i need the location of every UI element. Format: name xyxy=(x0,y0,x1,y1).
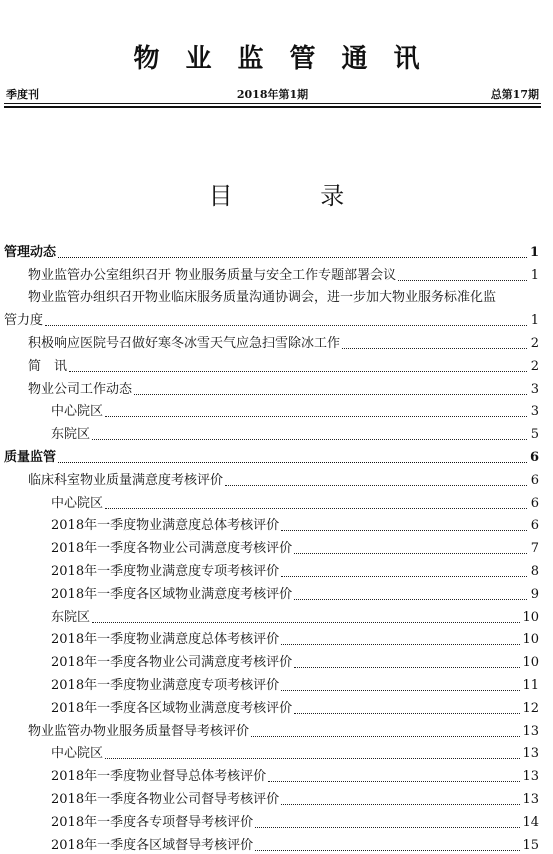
toc-page-number: 6 xyxy=(530,495,539,511)
toc-page-number: 13 xyxy=(522,746,539,762)
toc-subentry[interactable] xyxy=(0,420,553,443)
toc-subentry[interactable] xyxy=(0,580,553,603)
toc-entry-title: 2018年一季度物业满意度专项考核评价 xyxy=(51,677,280,693)
header-rule-bottom xyxy=(4,106,541,108)
toc-entry-title: 积极响应医院号召做好寒冬冰雪天气应急扫雪除冰工作 xyxy=(28,335,341,351)
toc-entry-title: 2018年一季度各物业公司满意度考核评价 xyxy=(51,655,293,671)
toc-entry[interactable] xyxy=(0,306,553,329)
dot-leader xyxy=(105,508,527,509)
toc-page-number: 5 xyxy=(530,427,539,443)
toc-subentry[interactable] xyxy=(0,694,553,717)
dot-leader xyxy=(69,371,527,372)
dot-leader xyxy=(294,713,520,714)
toc-entry-title: 2018年一季度各区域物业满意度考核评价 xyxy=(51,700,293,716)
toc-entry-title: 2018年一季度物业督导总体考核评价 xyxy=(51,769,267,785)
toc-subentry[interactable] xyxy=(0,626,553,649)
toc-subentry[interactable] xyxy=(0,831,553,854)
toc-entry[interactable] xyxy=(0,375,553,398)
toc-entry-title: 质量监管 xyxy=(4,449,57,465)
dot-leader xyxy=(281,576,527,577)
toc-heading: 目 录 xyxy=(208,182,385,210)
toc-entry[interactable] xyxy=(0,352,553,375)
toc-entry-title: 物业监管办公室组织召开 物业服务质量与安全工作专题部署会议 xyxy=(28,267,397,283)
toc-entry-title: 东院区 xyxy=(51,427,91,443)
toc-page-number: 1 xyxy=(530,313,539,329)
toc-page-number: 6 xyxy=(530,518,539,534)
toc-entry-title: 中心院区 xyxy=(51,495,104,511)
dot-leader xyxy=(105,758,520,759)
dot-leader xyxy=(281,804,520,805)
toc-page-number: 13 xyxy=(522,723,539,739)
toc-subentry[interactable] xyxy=(0,808,553,831)
toc-subentry[interactable] xyxy=(0,512,553,535)
toc-entry-title: 物业监管办物业服务质量督导考核评价 xyxy=(28,723,250,739)
total-issue-number: 总第17期 xyxy=(490,88,539,101)
toc-entry-title: 2018年一季度物业满意度总体考核评价 xyxy=(51,632,280,648)
toc-page-number: 10 xyxy=(522,632,539,648)
toc-page-number: 1 xyxy=(529,244,539,260)
dot-leader xyxy=(398,280,527,281)
toc-page-number: 9 xyxy=(530,586,539,602)
toc-subentry[interactable] xyxy=(0,534,553,557)
table-of-contents xyxy=(0,238,553,854)
dot-leader xyxy=(342,348,527,349)
toc-subentry[interactable] xyxy=(0,671,553,694)
toc-entry-title: 2018年一季度物业满意度专项考核评价 xyxy=(51,563,280,579)
toc-page-number: 2 xyxy=(530,358,539,374)
issue-number: 2018年第1期 xyxy=(236,88,309,101)
toc-entry-title: 2018年一季度各区域督导考核评价 xyxy=(51,837,254,853)
toc-page-number: 12 xyxy=(522,700,539,716)
toc-entry[interactable] xyxy=(0,261,553,284)
dot-leader xyxy=(255,850,520,851)
dot-leader xyxy=(58,462,527,463)
toc-page-number: 14 xyxy=(522,814,539,830)
dot-leader xyxy=(294,553,527,554)
toc-entry-title: 东院区 xyxy=(51,609,91,625)
toc-page-number: 6 xyxy=(529,449,539,465)
toc-entry-title: 物业监管办组织召开物业临床服务质量沟通协调会，进一步加大物业服务标准化监 xyxy=(28,290,497,306)
toc-entry-title: 中心院区 xyxy=(51,746,104,762)
dot-leader xyxy=(92,622,520,623)
toc-page-number: 2 xyxy=(530,335,539,351)
toc-entry-title: 物业公司工作动态 xyxy=(28,381,133,397)
dot-leader xyxy=(255,827,520,828)
toc-page-number: 13 xyxy=(522,791,539,807)
toc-entry[interactable] xyxy=(0,717,553,740)
toc-page-number: 11 xyxy=(522,677,539,693)
toc-entry-title: 2018年一季度各物业公司督导考核评价 xyxy=(51,791,280,807)
toc-subentry[interactable] xyxy=(0,603,553,626)
toc-subentry[interactable] xyxy=(0,740,553,763)
dot-leader xyxy=(281,690,520,691)
toc-subentry[interactable] xyxy=(0,557,553,580)
toc-page-number: 10 xyxy=(522,655,539,671)
dot-leader xyxy=(225,485,527,486)
toc-entry-title: 2018年一季度各区域物业满意度考核评价 xyxy=(51,586,293,602)
toc-page-number: 15 xyxy=(522,837,539,853)
toc-subentry[interactable] xyxy=(0,489,553,512)
toc-page-number: 8 xyxy=(530,563,539,579)
toc-entry-title: 管理动态 xyxy=(4,244,57,260)
toc-entry-title: 2018年一季度物业满意度总体考核评价 xyxy=(51,518,280,534)
dot-leader xyxy=(294,667,520,668)
toc-page-number: 7 xyxy=(530,541,539,557)
dot-leader xyxy=(92,439,527,440)
toc-entry-title: 2018年一季度各专项督导考核评价 xyxy=(51,814,254,830)
toc-subentry[interactable] xyxy=(0,398,553,421)
dot-leader xyxy=(58,257,527,258)
toc-entry-title: 简 讯 xyxy=(28,358,68,374)
toc-subentry[interactable] xyxy=(0,762,553,785)
toc-page-number: 3 xyxy=(530,381,539,397)
toc-page-number: 10 xyxy=(522,609,539,625)
toc-page-number: 1 xyxy=(530,267,539,283)
toc-entry-title: 中心院区 xyxy=(51,404,104,420)
toc-subentry[interactable] xyxy=(0,785,553,808)
toc-entry[interactable] xyxy=(0,466,553,489)
masthead-title: 物业监管通讯 xyxy=(133,44,446,74)
toc-entry-title: 2018年一季度各物业公司满意度考核评价 xyxy=(51,541,293,557)
toc-page-number: 13 xyxy=(522,769,539,785)
dot-leader xyxy=(105,416,527,417)
issue-info-row xyxy=(6,86,539,102)
toc-page-number: 3 xyxy=(530,404,539,420)
header-rule-top xyxy=(4,103,541,104)
dot-leader xyxy=(268,781,520,782)
toc-section[interactable] xyxy=(0,238,553,261)
dot-leader xyxy=(281,644,520,645)
frequency-label: 季度刊 xyxy=(6,88,39,101)
dot-leader xyxy=(294,599,527,600)
toc-section[interactable] xyxy=(0,443,553,466)
toc-entry-title: 临床科室物业质量满意度考核评价 xyxy=(28,472,224,488)
dot-leader xyxy=(134,394,527,395)
toc-entry[interactable] xyxy=(0,329,553,352)
dot-leader xyxy=(281,530,527,531)
toc-subentry[interactable] xyxy=(0,648,553,671)
dot-leader xyxy=(45,325,527,326)
dot-leader xyxy=(251,736,520,737)
toc-page-number: 6 xyxy=(530,472,539,488)
toc-entry[interactable] xyxy=(0,284,553,307)
toc-entry-title: 管力度 xyxy=(4,313,44,329)
